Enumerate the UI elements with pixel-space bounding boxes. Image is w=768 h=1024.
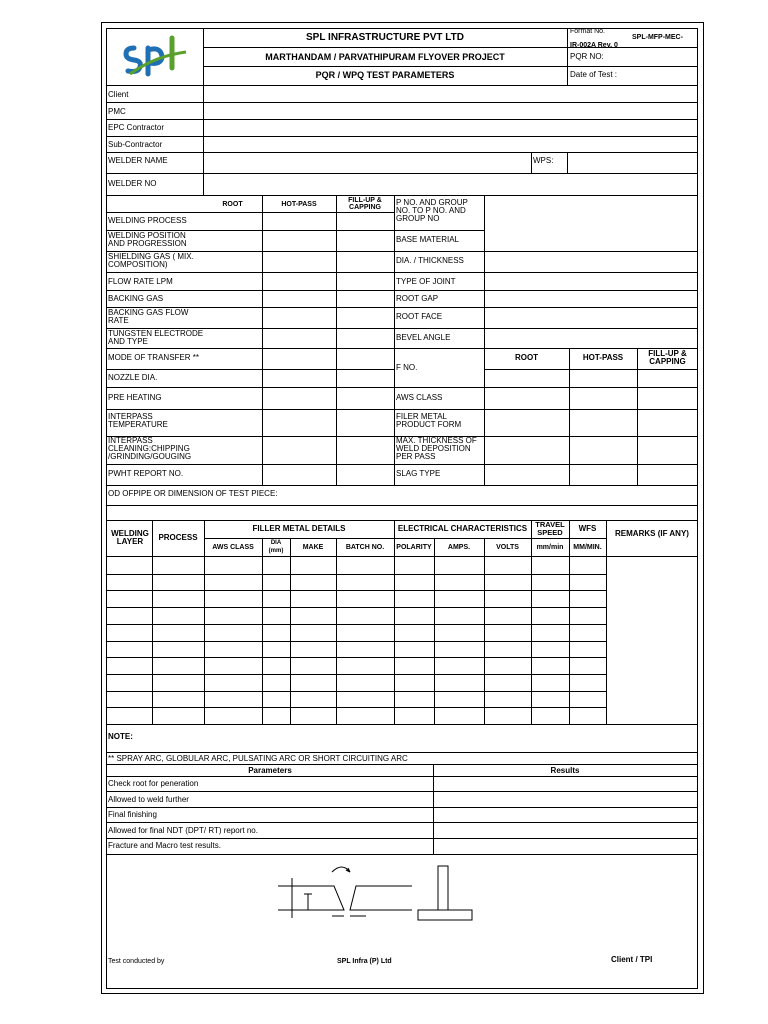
col-root: ROOT [222,201,243,208]
col-results: Results [550,766,580,775]
spl-signature-label: SPL Infra (P) Ltd [337,958,392,965]
table-rule [107,752,697,753]
date-of-test-label: Date of Test : [570,70,617,79]
table-rule [107,195,697,196]
table-rule [152,520,153,724]
root-gap-label: ROOT GAP [396,294,439,303]
pqr-no-label: PQR NO: [570,52,604,61]
table-rule [107,119,697,120]
table-rule [107,136,697,137]
test-conducted-by: Test conducted by [108,958,165,965]
table-rule [336,195,337,485]
interpass-cleaning-label: INTERPASS CLEANING:CHIPPING /GRINDING/GOUGING [108,436,192,461]
table-rule [107,838,697,839]
table-rule [484,195,485,485]
table-rule [107,307,697,308]
col-dia: DIA [270,540,282,546]
col-fill-up-capping: FILL-UP & CAPPING [348,197,382,211]
table-rule [107,854,697,855]
table-rule [107,791,697,792]
col-volts: VOLTS [496,544,519,551]
right-col-fill-up: FILL-UP & CAPPING [648,349,687,366]
spl-logo [120,34,190,80]
rule [203,47,697,48]
tungsten-electrode-label: TUNGSTEN ELECTRODE AND TYPE [108,329,204,346]
root-face-label: ROOT FACE [396,312,443,321]
table-rule [107,102,697,103]
table-rule [203,66,697,67]
welder-no-label: WELDER NO [108,179,157,188]
right-col-root: ROOT [514,353,539,362]
col-remarks: REMARKS (IF ANY) [615,529,689,538]
table-rule [107,85,697,86]
welder-name-label: WELDER NAME [108,156,168,165]
table-rule [107,520,697,521]
table-rule [262,195,263,485]
table-rule [107,674,606,675]
backing-gas-label: BACKING GAS [108,294,164,303]
interpass-temperature-label: INTERPASS TEMPERATURE [108,412,168,429]
weld-further-label: Allowed to weld further [108,795,189,804]
epc-contractor-label: EPC Contractor [108,123,165,132]
table-rule [107,657,606,658]
table-rule [107,764,697,765]
welding-position-label: WELDING POSITION AND PROGRESSION [108,231,187,248]
check-root-label: Check root for peneration [108,779,199,788]
table-rule [107,776,697,777]
table-rule [107,212,394,213]
table-rule [204,538,606,539]
table-rule [107,251,697,252]
p-no-group-label: P NO. AND GROUP NO. TO P NO. AND GROUP NO [396,198,468,223]
col-wfs: WFS [578,524,597,533]
table-rule [262,538,263,724]
col-wfs-unit: MM/MIN. [573,544,602,551]
filler-metal-form-label: FILER METAL PRODUCT FORM [396,412,462,429]
document-title: PQR / WPQ TEST PARAMETERS [315,70,455,80]
right-col-hot-pass: HOT-PASS [582,353,624,362]
weld-joint-sketch [272,858,502,938]
table-rule [107,574,606,575]
table-rule [484,369,697,370]
transfer-note: ** SPRAY ARC, GLOBULAR ARC, PULSATING ARC OR SHORT CIRCUITING ARC [108,754,408,763]
dia-thickness-label: DIA. / THICKNESS [396,256,464,265]
table-rule [107,409,697,410]
table-rule [107,369,394,370]
mode-of-transfer-label: MODE OF TRANSFER ** [108,353,199,362]
table-rule [107,822,697,823]
company-name: SPL INFRASTRUCTURE PVT LTD [306,32,464,43]
aws-class-label: AWS CLASS [396,393,443,402]
table-rule [107,464,697,465]
col-welding-layer: WELDING LAYER [111,529,149,546]
format-value: SPL-MFP-MEC- [632,34,683,41]
bevel-angle-label: BEVEL ANGLE [396,333,451,342]
project-name: MARTHANDAM / PARVATHIPURAM FLYOVER PROJECT [265,52,505,62]
wps-label: WPS: [533,156,554,165]
f-no-label: F NO. [396,363,418,372]
table-rule [107,272,697,273]
table-rule [107,624,606,625]
table-rule [107,590,606,591]
table-rule [567,29,568,85]
table-rule [107,387,697,388]
col-amps: AMPS. [447,544,471,551]
final-ndt-label: Allowed for final NDT (DPT/ RT) report no. [108,826,258,835]
col-dia-unit: (mm) [268,548,284,554]
welding-process-label: WELDING PROCESS [108,216,187,225]
shielding-gas-label: SHIELDING GAS ( MIX. COMPOSITION) [108,252,194,269]
table-rule [107,556,697,557]
col-aws-class: AWS CLASS [212,544,254,551]
table-rule [606,520,607,724]
slag-type-label: SLAG TYPE [396,469,441,478]
col-travel-unit: mm/min [536,544,564,551]
table-rule [107,173,697,174]
note-label: NOTE: [108,732,133,741]
col-process: PROCESS [158,533,198,542]
table-rule [336,538,337,724]
pmc-label: PMC [108,107,126,116]
table-rule [107,691,606,692]
col-polarity: POLARITY [396,544,432,551]
table-rule [434,538,435,724]
table-rule [484,538,485,724]
sub-contractor-label: Sub-Contractor [108,140,163,149]
table-rule [107,505,697,506]
table-rule [107,348,697,349]
pre-heating-label: PRE HEATING [108,393,162,402]
table-rule [107,290,697,291]
format-value-line2: IR-002A Rev. 0 [570,42,618,49]
final-finishing-label: Final finishing [108,810,157,819]
col-batch-no: BATCH NO. [345,544,385,551]
table-rule [107,707,606,708]
od-label: OD OFPIPE OR DIMENSION OF TEST PIECE: [108,489,278,498]
pwht-report-label: PWHT REPORT NO. [108,469,184,478]
table-rule [107,724,697,725]
table-rule [107,641,606,642]
col-make: MAKE [302,544,324,551]
col-hot-pass: HOT-PASS [281,201,317,208]
electrical-group: ELECTRICAL CHARACTERISTICS [397,524,528,533]
table-rule [567,152,568,173]
max-thickness-label: MAX. THICKNESS OF WELD DEPOSITION PER PASS [396,436,477,461]
fracture-macro-label: Fracture and Macro test results. [108,841,221,850]
table-rule [290,538,291,724]
table-rule [107,607,606,608]
format-label: Format No. [570,28,606,35]
table-rule [433,764,434,854]
nozzle-dia-label: NOZZLE DIA. [108,373,158,382]
base-material-label: BASE MATERIAL [396,235,459,244]
col-travel-speed: TRAVEL SPEED [535,520,565,537]
col-parameters: Parameters [248,766,292,775]
type-of-joint-label: TYPE OF JOINT [396,277,456,286]
table-rule [394,195,395,485]
backing-gas-flow-label: BACKING GAS FLOW RATE [108,308,189,325]
table-rule [531,152,532,173]
filler-metal-group: FILLER METAL DETAILS [252,524,346,533]
client-label: Client [108,90,129,99]
client-tpi-label: Client / TPI [611,955,653,964]
table-rule [107,485,697,486]
table-rule [107,152,697,153]
flow-rate-label: FLOW RATE LPM [108,277,173,286]
table-rule [107,807,697,808]
